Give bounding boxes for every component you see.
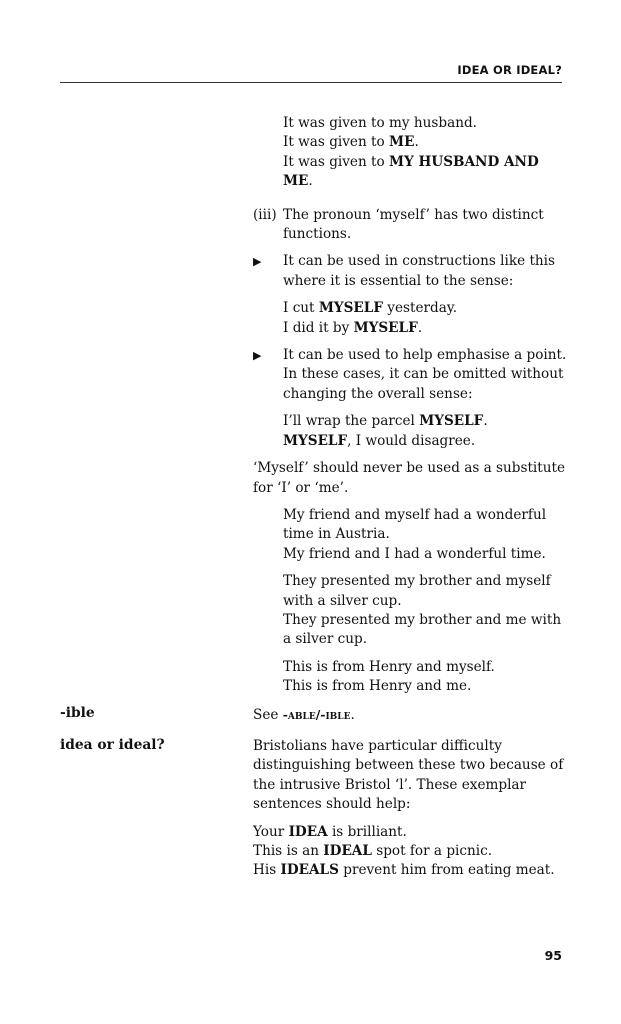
- example-line: His IDEALS prevent him from eating meat.: [253, 862, 555, 879]
- example-line: It was given to my husband.: [283, 115, 477, 131]
- example-line: It was given to MY HUSBAND AND ME.: [283, 153, 539, 190]
- example-line: My friend and I had a wonderful time.: [283, 545, 546, 562]
- example-group-myself-emphasis: [253, 412, 569, 451]
- triangle-bullet-icon: ▶: [253, 255, 262, 269]
- myself-note: ‘Myself’ should never be used as a substitute for ‘I’ or ‘me’.: [253, 460, 565, 496]
- example-line: They presented my brother and myself with a silver cup.: [283, 573, 551, 609]
- example-group-given: [253, 114, 569, 192]
- example-line: My friend and myself had a wonderful time in Austria.: [283, 506, 547, 543]
- bullet-emphasis: ▶ It can be used to help emphasise a point. In these cases, it can be omitted without changing the overall sense:: [253, 347, 567, 402]
- example-group-myself-essential: [253, 299, 569, 338]
- bullet-essential: ▶ It can be used in constructions like this where it is essential to the sense:: [253, 253, 555, 289]
- example-line: They presented my brother and me with a silver cup.: [283, 611, 562, 648]
- example-line: I’ll wrap the parcel MYSELF.: [283, 413, 488, 430]
- example-line: MYSELF, I would disagree.: [283, 432, 476, 449]
- example-line: I cut MYSELF yesterday.: [283, 300, 458, 317]
- entry-idea-body: Bristolians have particular difficulty distinguishing between these two because of the intrusive Bristol ‘l’. These exemplar sentences should help:: [253, 737, 564, 813]
- headword-idea-or-ideal: idea or ideal?: [60, 736, 165, 753]
- example-group-idea: [253, 823, 569, 881]
- example-line: I did it by MYSELF.: [283, 319, 423, 336]
- example-line: Your IDEA is brilliant.: [253, 823, 407, 840]
- page-number: 95: [544, 948, 562, 963]
- example-line: This is from Henry and myself.: [283, 658, 495, 675]
- entry-ible-body: See -able/-ible.: [253, 706, 355, 723]
- example-line: This is from Henry and me.: [283, 678, 472, 695]
- triangle-bullet-icon: ▶: [253, 349, 262, 363]
- main-column: [253, 114, 569, 881]
- point-iii: (iii) The pronoun ‘myself’ has two distinct functions.: [253, 206, 544, 243]
- example-line: This is an IDEAL spot for a picnic.: [253, 843, 493, 859]
- headword-ible: -ible: [60, 704, 95, 721]
- example-line: It was given to ME.: [283, 134, 419, 151]
- cross-reference: -able/-ible: [282, 706, 351, 722]
- example-pair-austria: [253, 506, 569, 564]
- header-rule: [60, 82, 562, 83]
- example-pair-henry: [253, 658, 569, 697]
- running-head: IDEA OR IDEAL?: [457, 63, 562, 77]
- point-marker: (iii): [253, 206, 277, 223]
- example-pair-cup: [253, 572, 569, 650]
